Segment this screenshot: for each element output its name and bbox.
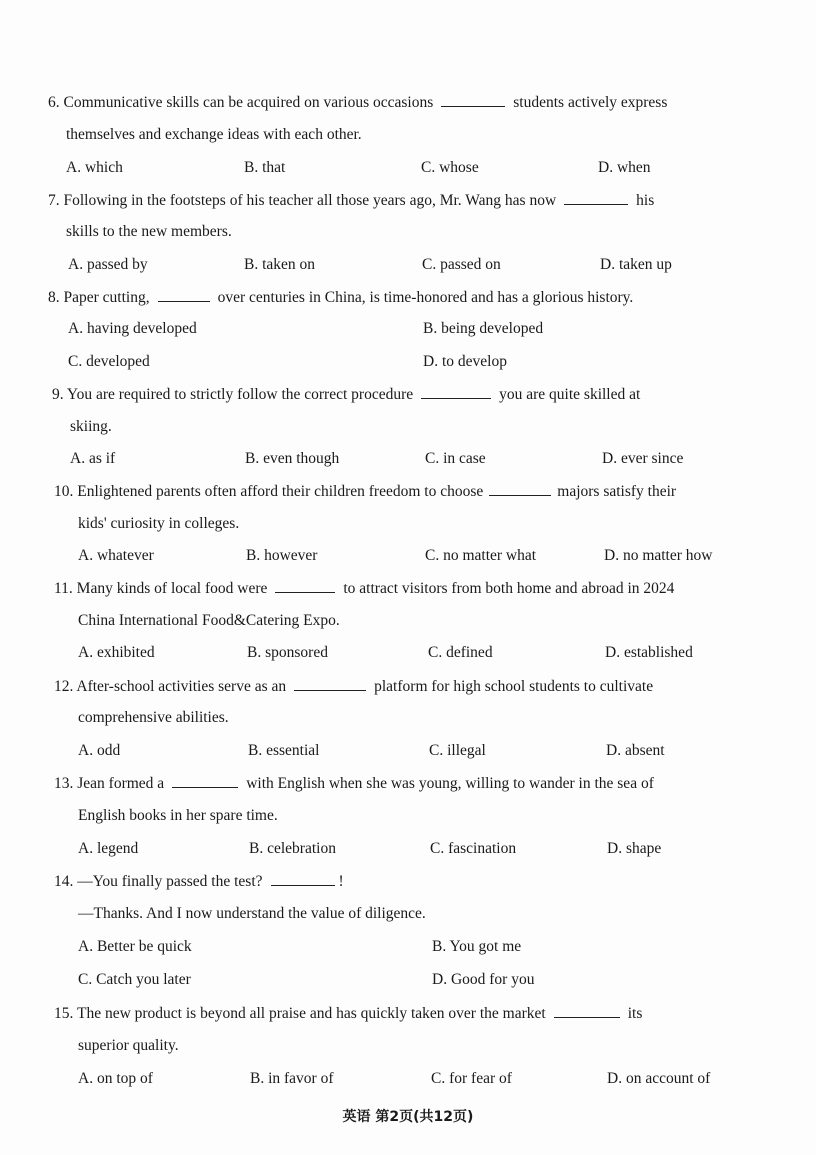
question-7-text-a: 7. Following in the footsteps of his teacher all those years ago, Mr. Wang has now (48, 192, 557, 209)
question-15-text-a: 15. The new product is beyond all praise and has quickly taken over the market (54, 1005, 546, 1022)
question-9-line-1 (52, 384, 640, 405)
option-d: D. when (598, 159, 651, 176)
question-15-line-2: superior quality. (78, 1037, 179, 1054)
question-9-text-b: you are quite skilled at (499, 386, 641, 403)
option-d: D. shape (607, 840, 662, 857)
question-7-line-1 (48, 190, 654, 211)
question-12-text-b: platform for high school students to cultivate (374, 678, 654, 695)
question-6-text-b: students actively express (513, 94, 668, 111)
option-b: B. in favor of (250, 1070, 334, 1087)
option-b: B. even though (245, 450, 340, 467)
question-6-line-1 (48, 92, 667, 113)
question-12-line-2: comprehensive abilities. (78, 709, 229, 726)
option-b: B. You got me (432, 938, 522, 955)
question-8-text-b: over centuries in China, is time-honored and has a glorious history. (217, 289, 634, 306)
option-c: C. no matter what (425, 547, 537, 564)
option-a: A. which (66, 159, 123, 176)
option-d: D. no matter how (604, 547, 713, 564)
option-b: B. taken on (244, 256, 316, 273)
option-a: A. odd (78, 742, 121, 759)
answer-blank (554, 1003, 620, 1018)
option-d: D. absent (606, 742, 665, 759)
question-9-line-2: skiing. (70, 418, 112, 435)
question-13-line-1 (54, 773, 654, 794)
option-c: C. in case (425, 450, 486, 467)
question-8-text-a: 8. Paper cutting, (48, 289, 150, 306)
answer-blank (489, 481, 551, 496)
answer-blank (172, 773, 238, 788)
option-d: D. ever since (602, 450, 684, 467)
question-7-line-2: skills to the new members. (66, 223, 232, 240)
option-a: A. legend (78, 840, 139, 857)
question-13-line-2: English books in her spare time. (78, 807, 278, 824)
option-a: A. whatever (78, 547, 154, 564)
question-15-line-1 (54, 1003, 642, 1024)
option-d: D. on account of (607, 1070, 711, 1087)
question-11-text-a: 11. Many kinds of local food were (54, 580, 268, 597)
option-c: C. Catch you later (78, 971, 191, 988)
question-10-text-b: majors satisfy their (557, 483, 677, 500)
option-a: A. on top of (78, 1070, 153, 1087)
question-13-text-a: 13. Jean formed a (54, 775, 165, 792)
option-c: C. for fear of (431, 1070, 512, 1087)
option-a: A. passed by (68, 256, 148, 273)
question-6-line-2: themselves and exchange ideas with each other. (66, 126, 362, 143)
option-b: B. essential (248, 742, 320, 759)
answer-blank (294, 676, 366, 691)
question-9-text-a: 9. You are required to strictly follow the correct procedure (52, 386, 414, 403)
option-c: C. illegal (429, 742, 486, 759)
question-10-line-2: kids' curiosity in colleges. (78, 515, 240, 532)
option-b: B. being developed (423, 320, 544, 337)
question-11-text-b: to attract visitors from both home and abroad in 2024 (343, 580, 675, 597)
answer-blank (441, 92, 505, 107)
question-10-text-a: 10. Enlightened parents often afford their children freedom to choose (54, 483, 484, 500)
option-a: A. exhibited (78, 644, 155, 661)
question-12-text-a: 12. After-school activities serve as an (54, 678, 287, 695)
option-a: A. as if (70, 450, 116, 467)
answer-blank (564, 190, 628, 205)
option-c: C. whose (421, 159, 479, 176)
question-10-line-1 (54, 481, 676, 502)
option-c: C. defined (428, 644, 493, 661)
option-c: C. fascination (430, 840, 517, 857)
option-b: B. that (244, 159, 286, 176)
page-footer: 英语 第2页(共12页) (342, 1109, 474, 1125)
answer-blank (275, 578, 335, 593)
option-b: B. however (246, 547, 318, 564)
question-13-text-b: with English when she was young, willing to wander in the sea of (246, 775, 654, 792)
option-c: C. developed (68, 353, 150, 370)
question-14-text-b: ! (338, 873, 344, 890)
question-6-text-a: 6. Communicative skills can be acquired on various occasions (48, 94, 434, 111)
option-d: D. established (605, 644, 693, 661)
answer-blank (158, 287, 210, 302)
option-d: D. to develop (423, 353, 507, 370)
option-c: C. passed on (422, 256, 501, 273)
option-a: A. Better be quick (78, 938, 192, 955)
question-15-text-b: its (627, 1005, 643, 1022)
question-14-line-1 (54, 871, 344, 892)
answer-blank (271, 871, 335, 886)
question-8-line-1 (48, 287, 633, 308)
question-11-line-1 (54, 578, 674, 599)
question-12-line-1 (54, 676, 653, 697)
question-11-line-2: China International Food&Catering Expo. (78, 612, 340, 629)
option-d: D. Good for you (432, 971, 535, 988)
option-d: D. taken up (600, 256, 672, 273)
question-14-line-2: —Thanks. And I now understand the value of diligence. (78, 905, 426, 922)
question-14-text-a: 14. —You finally passed the test? (54, 873, 263, 890)
option-a: A. having developed (68, 320, 197, 337)
question-7-text-b: his (636, 192, 655, 209)
answer-blank (421, 384, 491, 399)
option-b: B. celebration (249, 840, 336, 857)
option-b: B. sponsored (247, 644, 328, 661)
